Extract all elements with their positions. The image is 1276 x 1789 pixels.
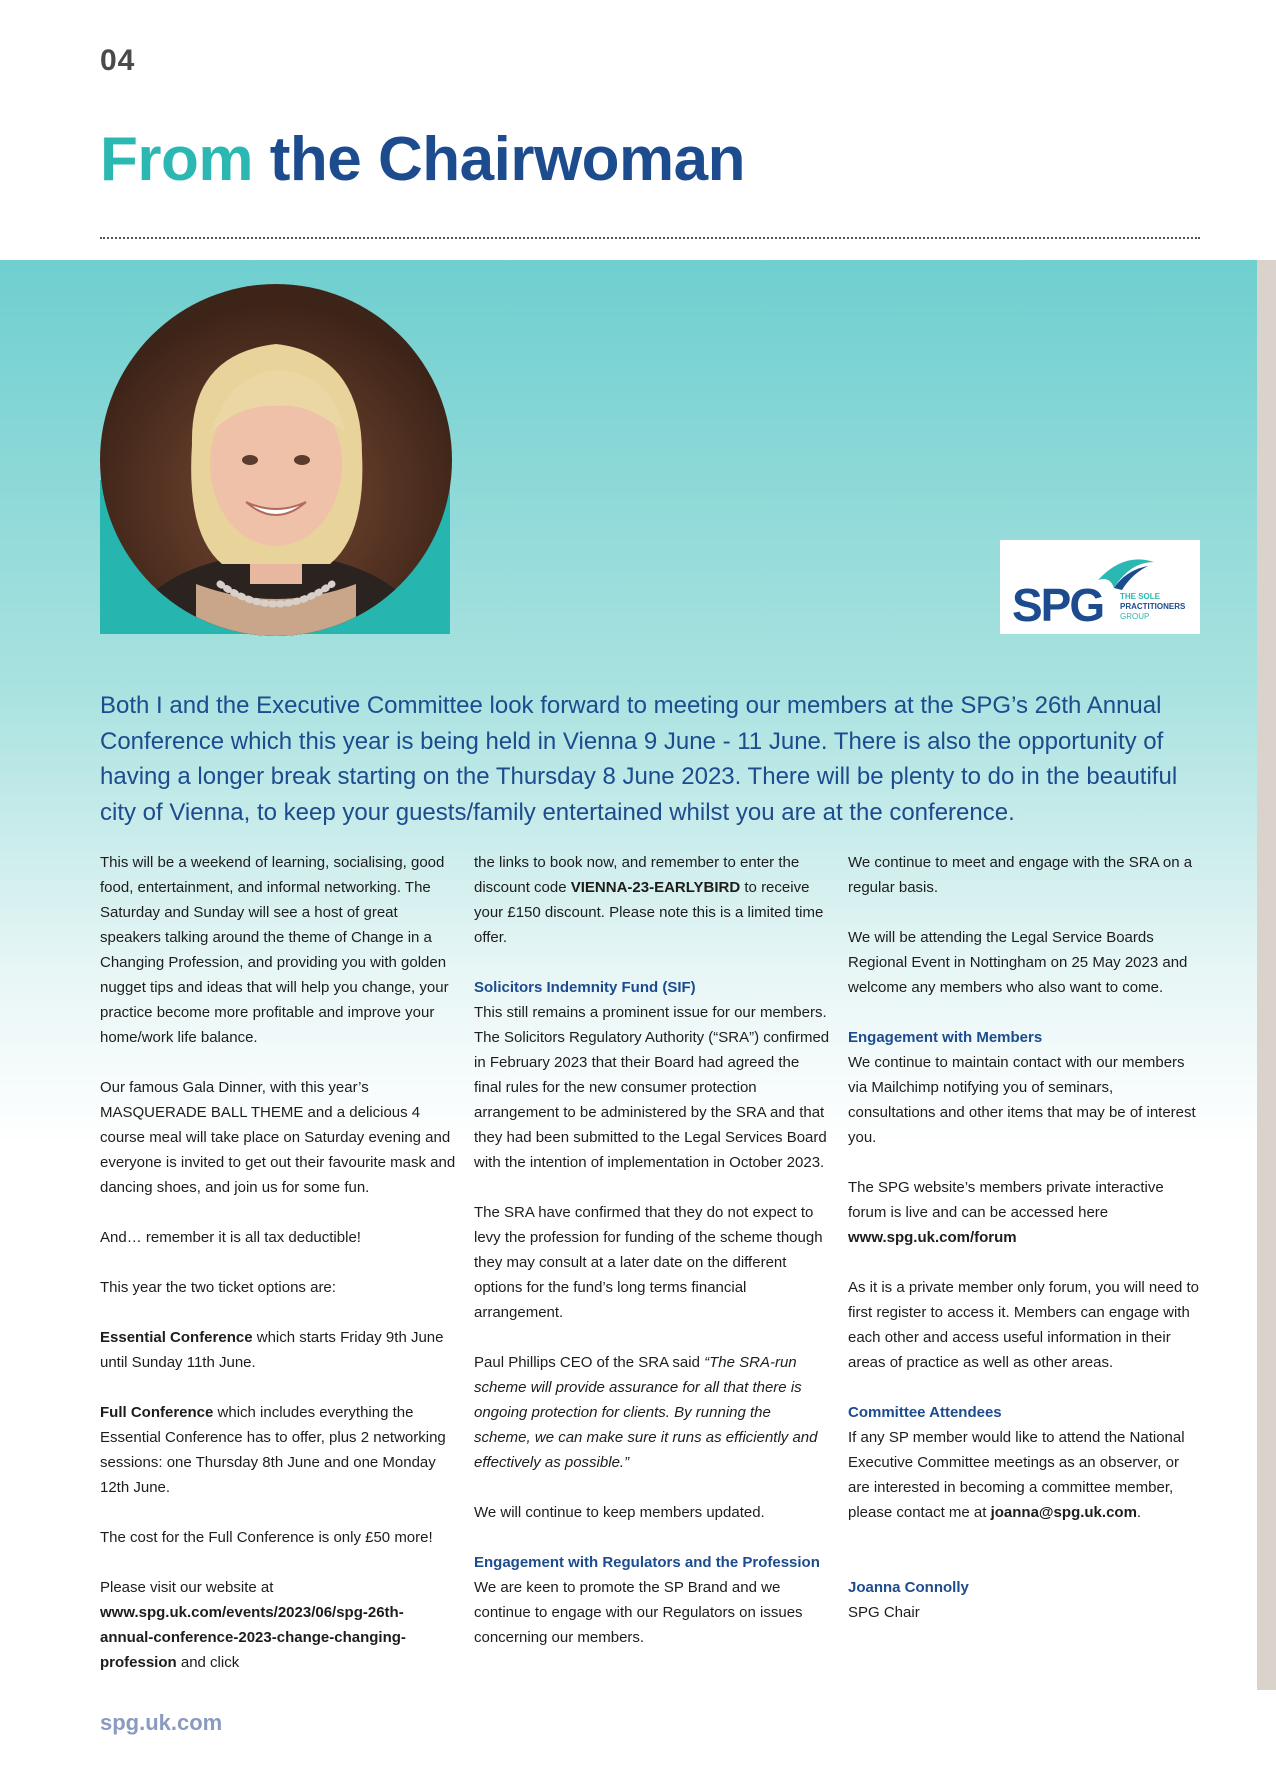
paragraph: This will be a weekend of learning, socialising, good food, entertainment, and informal networking. The Saturday and Sunday will see a host of great speakers talking around the theme of Change in a Changing Profession, and providing you with golden nugget tips and ideas that will help you change, your practice become more profitable and improve your home/work life balance.: [100, 854, 449, 1046]
text: Paul Phillips CEO of the SRA said: [474, 1354, 705, 1371]
paragraph: [848, 1175, 1204, 1250]
text: We are keen to promote the SP Brand and we continue to engage with our Regulators on issues concerning our members.: [474, 1579, 803, 1646]
text: and click: [176, 1654, 240, 1671]
chairwoman-portrait: [100, 284, 452, 636]
paragraph: And… remember it is all tax deductible!: [100, 1229, 361, 1246]
logo-tagline-line: THE SOLE: [1120, 592, 1161, 601]
paragraph: As it is a private member only forum, you will need to first register to access it. Members can engage with each other and access useful information in their areas of practice as well as other areas.: [848, 1279, 1199, 1371]
paragraph: [848, 1025, 1204, 1150]
paragraph: [100, 1325, 456, 1375]
page-number: 04: [100, 44, 136, 77]
column-2: [474, 850, 830, 1650]
paragraph: The cost for the Full Conference is only £50 more!: [100, 1529, 433, 1546]
text: to receive your £150 discount. Please note this is a limited time offer.: [474, 879, 824, 946]
paragraph: Our famous Gala Dinner, with this year’s MASQUERADE BALL THEME and a delicious 4 course meal will take place on Saturday evening and everyone is invited to get out their favourite mask and dancing shoes, and join us for some fun.: [100, 1079, 456, 1196]
dotted-divider: [100, 237, 1200, 239]
logo-tagline-line: GROUP: [1120, 612, 1150, 621]
paragraph: We continue to meet and engage with the SRA on a regular basis.: [848, 854, 1193, 896]
text: Please visit our website at: [100, 1579, 274, 1596]
paragraph: [474, 1350, 830, 1475]
logo-tagline: [1120, 592, 1185, 622]
intro-paragraph: Both I and the Executive Committee look forward to meeting our members at the SPG’s 26th Annual Conference which this year is being held in Vienna 9 June - 11 June. There is also the opportunity of having a longer break starting on the Thursday 8 June 2023. There will be plenty to do in the beautiful city of Vienna, to keep your guests/family entertained whilst you are at the conference.: [100, 692, 1178, 826]
paragraph: The SRA have confirmed that they do not expect to levy the profession for funding of the scheme though they may consult at a later date on the different options for the fund’s long terms financial arrangement.: [474, 1204, 823, 1321]
discount-code: VIENNA-23-EARLYBIRD: [570, 879, 741, 896]
spg-logo: [1000, 540, 1200, 634]
logo-mark: SPG: [1012, 579, 1104, 631]
side-edge-bar: [1257, 260, 1276, 1690]
paragraph: [100, 1400, 456, 1500]
paragraph: We will continue to keep members updated.: [474, 1504, 765, 1521]
logo-tagline-line: PRACTITIONERS: [1120, 602, 1186, 611]
email-link[interactable]: joanna@spg.uk.com: [990, 1504, 1137, 1521]
column-3: [848, 850, 1204, 1625]
paragraph: [100, 1575, 456, 1675]
column-1: [100, 850, 456, 1675]
ticket-description: which includes everything the Essential Conference has to offer, plus 2 networking sessions: one Thursday 8th June and one Monday 12th June.: [100, 1404, 446, 1496]
text: the links to book now, and remember to enter the discount code: [474, 854, 800, 896]
paragraph: [474, 850, 830, 950]
section-heading-sif: Solicitors Indemnity Fund (SIF): [474, 979, 696, 996]
text: .: [1136, 1504, 1142, 1521]
signature-name: Joanna Connolly: [848, 1579, 969, 1596]
paragraph: [474, 975, 830, 1175]
paragraph: [848, 1400, 1204, 1525]
paragraph: We will be attending the Legal Service Boards Regional Event in Nottingham on 25 May 2023 and welcome any members who also want to come.: [848, 929, 1188, 996]
section-heading-committee: Committee Attendees: [848, 1404, 1002, 1421]
sra-quote: “The SRA-run scheme will provide assurance for all that there is ongoing protection for clients. By running the scheme, we can make sure it runs as efficiently and effectively as possible.”: [474, 1354, 818, 1471]
signature: [848, 1575, 1204, 1625]
section-heading-regulators: Engagement with Regulators and the Profession: [474, 1554, 820, 1571]
text: The SPG website’s members private interactive forum is live and can be accessed here: [848, 1179, 1164, 1221]
text: If any SP member would like to attend the National Executive Committee meetings as an observer, or are interested in becoming a committee member, please contact me at: [848, 1429, 1185, 1521]
footer-website[interactable]: spg.uk.com: [100, 1710, 223, 1735]
ticket-name: Essential Conference: [100, 1329, 253, 1346]
ticket-name: Full Conference: [100, 1404, 214, 1421]
portrait-illustration: [100, 284, 452, 636]
text: This still remains a prominent issue for our members. The Solicitors Regulatory Authority (“SRA”) confirmed in February 2023 that their Board had agreed the final rules for the new consumer protection arrangement to be administered by the SRA and that they had been submitted to the Legal Services Board with the intention of implementation in October 2023.: [474, 1004, 830, 1171]
bird-swoosh-icon: [1096, 550, 1156, 592]
ticket-description: which starts Friday 9th June until Sunday 11th June.: [100, 1329, 444, 1371]
title-word-from: From: [100, 125, 253, 194]
page-title: [100, 126, 745, 194]
title-rest: the Chairwoman: [269, 125, 746, 194]
conference-link[interactable]: www.spg.uk.com/events/2023/06/spg-26th-annual-conference-2023-change-changing-profession: [100, 1604, 406, 1671]
signature-role: SPG Chair: [848, 1604, 920, 1621]
section-heading-members: Engagement with Members: [848, 1029, 1043, 1046]
text: We continue to maintain contact with our members via Mailchimp notifying you of seminars, consultations and other items that may be of interest you.: [848, 1054, 1196, 1146]
paragraph: [474, 1550, 830, 1650]
paragraph: This year the two ticket options are:: [100, 1279, 336, 1296]
forum-link[interactable]: www.spg.uk.com/forum: [848, 1229, 1017, 1246]
